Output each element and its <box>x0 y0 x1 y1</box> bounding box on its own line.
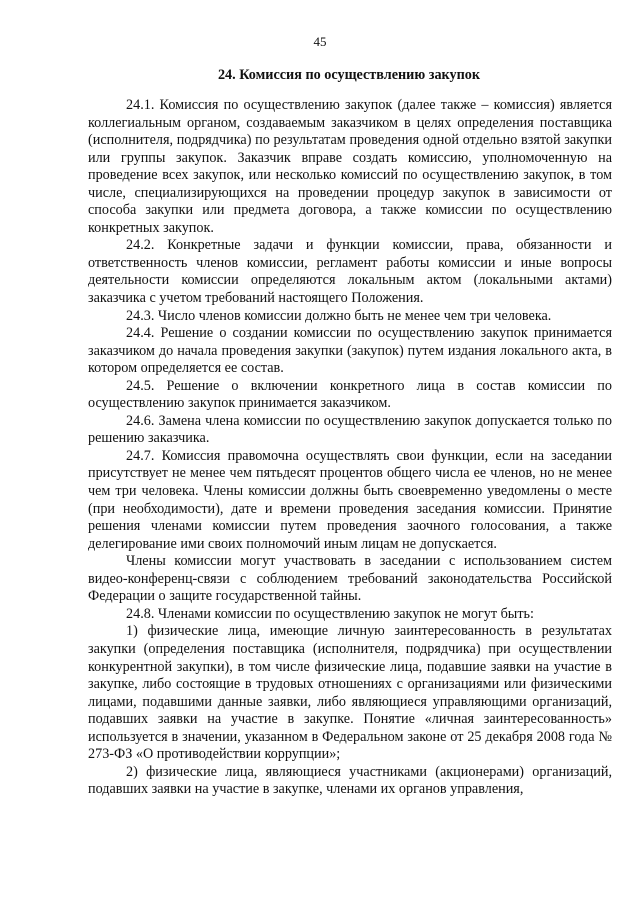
paragraph-24-6: 24.6. Замена члена комиссии по осуществлению закупок допускается только по решению заказчика. <box>88 412 612 447</box>
paragraph-video-conference: Члены комиссии могут участвовать в заседании с использованием систем видео-конференц-связи с соблюдением требований законодательства Российской Федерации о защите государственной тайны. <box>88 553 612 605</box>
paragraph-24-5: 24.5. Решение о включении конкретного лица в состав комиссии по осуществлению закупок принимается заказчиком. <box>88 377 612 412</box>
page-number: 45 <box>313 34 327 49</box>
paragraph-24-3: 24.3. Число членов комиссии должно быть не менее чем три человека. <box>126 307 552 324</box>
paragraph-24-4: 24.4. Решение о создании комиссии по осуществлению закупок принимается заказчиком до начала проведения закупки (закупок) путем издания локального акта, в котором определяется ее состав. <box>88 325 612 377</box>
document-body <box>88 97 612 799</box>
paragraph-24-1: 24.1. Комиссия по осуществлению закупок (далее также – комиссия) является коллегиальным органом, создаваемым заказчиком в целях определения поставщика (исполнителя, подрядчика) по результатам проведения одной отдельно взятой закупки или группы закупок. Заказчик вправе создать комиссию, уполномоченную на проведение всех закупок, или несколько комиссий по осуществлению закупок, в том числе, специализирующихся на проведении процедур закупок в зависимости от способа закупки или предмета договора, а также комиссии по осуществлению конкретных закупок. <box>88 97 612 236</box>
section-title: 24. Комиссия по осуществлению закупок <box>217 67 481 83</box>
paragraph-24-8: 24.8. Членами комиссии по осуществлению закупок не могут быть: <box>126 605 534 622</box>
list-item-2: 2) физические лица, являющиеся участниками (акционерами) организаций, подавших заявки на участие в закупке, членами их органов управления, <box>88 763 612 798</box>
list-item-1: 1) физические лица, имеющие личную заинтересованность в результатах закупки (определения поставщика (исполнителя, подрядчика) при осуществлении конкурентной закупки), в том числе физические лица, подавшие заявки на участие в закупке, либо состоящие в трудовых отношениях с организациями или физическими лицами, подавшими данные заявки, либо являющиеся управляющими организаций, подавших заявки на участие в закупке. Понятие «личная заинтересованность» используется в значении, указанном в Федеральном законе от 25 декабря 2008 года № 273-ФЗ «О противодействии коррупции»; <box>88 623 612 763</box>
paragraph-24-7: 24.7. Комиссия правомочна осуществлять свои функции, если на заседании присутствует не менее чем пятьдесят процентов общего числа ее членов, но не менее чем три человека. Члены комиссии должны быть своевременно уведомлены о месте (при необходимости), дате и времени проведения заседания комиссии. Принятие решения членами комиссии путем проведения заочного голосования, а также делегирование ими своих полномочий иным лицам не допускается. <box>88 447 612 552</box>
paragraph-24-2: 24.2. Конкретные задачи и функции комиссии, права, обязанности и ответственность членов комиссии, регламент работы комиссии и иные вопросы деятельности комиссии определяются локальным актом (локальными актами) заказчика с учетом требований настоящего Положения. <box>88 237 612 307</box>
